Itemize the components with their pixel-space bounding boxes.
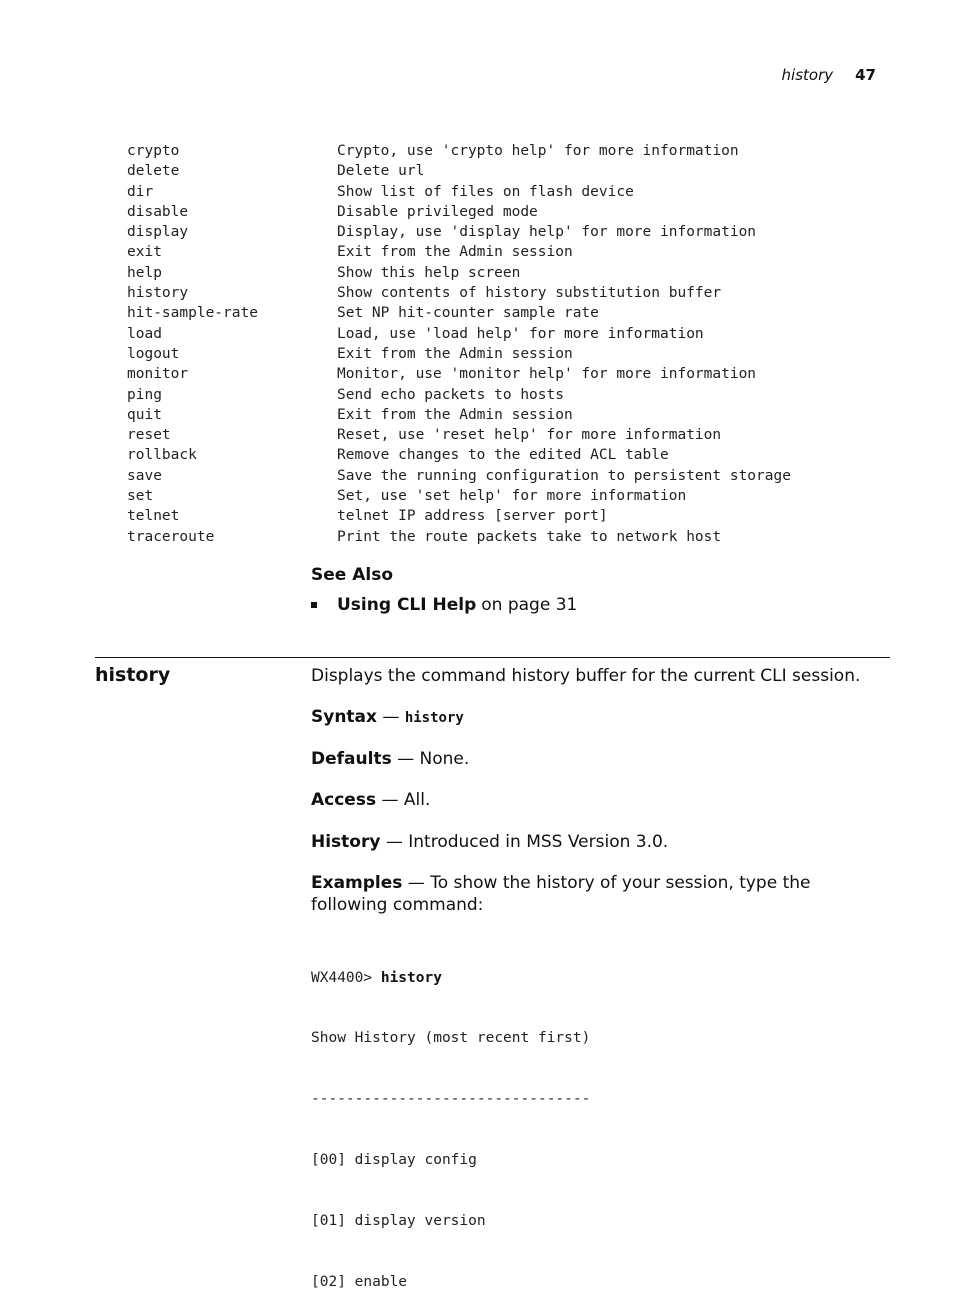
example-output-line: [00] display config <box>311 1152 477 1169</box>
example-output-line: -------------------------------- <box>311 1091 591 1108</box>
command-name: history <box>127 285 189 302</box>
section-divider <box>95 657 890 658</box>
bullet-icon <box>311 602 317 608</box>
see-also-link[interactable]: Using CLI Help <box>337 595 477 615</box>
command-name: monitor <box>127 366 189 383</box>
running-head: history <box>781 66 834 84</box>
defaults-line <box>311 748 881 770</box>
command-name: hit-sample-rate <box>127 305 258 322</box>
examples-label: Examples <box>311 873 403 893</box>
command-name: traceroute <box>127 528 215 545</box>
see-also-page-ref: on page 31 <box>481 595 578 615</box>
command-desc: Set, use 'set help' for more information <box>337 488 687 505</box>
command-name: delete <box>127 163 180 180</box>
command-row <box>127 242 791 262</box>
command-heading: history <box>95 664 171 686</box>
example-output-line: [01] display version <box>311 1213 486 1230</box>
page-number: 47 <box>855 66 876 84</box>
command-name: exit <box>127 244 162 261</box>
access-line <box>311 789 881 811</box>
command-desc: Monitor, use 'monitor help' for more information <box>337 366 757 383</box>
command-name: set <box>127 488 154 505</box>
command-row <box>127 202 791 222</box>
command-row <box>127 303 791 323</box>
command-name: quit <box>127 406 162 423</box>
command-name: rollback <box>127 447 197 464</box>
command-desc: Save the running configuration to persistent storage <box>337 467 791 484</box>
access-label: Access <box>311 790 377 810</box>
command-row <box>127 182 791 202</box>
command-row <box>127 445 791 465</box>
example-command: history <box>380 969 442 986</box>
command-desc: Show list of files on flash device <box>337 183 634 200</box>
command-row <box>127 506 791 526</box>
command-row <box>127 344 791 364</box>
defaults-text: — None. <box>391 749 470 769</box>
history-label: History <box>311 832 381 852</box>
command-desc: Show this help screen <box>337 264 521 281</box>
command-name: reset <box>127 427 171 444</box>
command-row <box>127 222 791 242</box>
syntax-value: history <box>404 710 464 726</box>
command-row <box>127 405 791 425</box>
command-desc: Exit from the Admin session <box>337 244 573 261</box>
page-header <box>782 66 876 84</box>
command-desc: Exit from the Admin session <box>337 406 573 423</box>
syntax-line <box>311 706 881 729</box>
command-desc: Print the route packets take to network host <box>337 528 722 545</box>
command-row <box>127 324 791 344</box>
command-row <box>127 486 791 506</box>
command-name: telnet <box>127 508 180 525</box>
access-text: — All. <box>376 790 431 810</box>
command-desc: Display, use 'display help' for more information <box>337 224 757 241</box>
command-name: help <box>127 264 162 281</box>
command-desc: Load, use 'load help' for more information <box>337 325 704 342</box>
command-name: logout <box>127 345 180 362</box>
command-name: disable <box>127 203 189 220</box>
command-name: display <box>127 224 189 241</box>
example-prompt: WX4400> <box>311 969 381 986</box>
command-desc: Send echo packets to hosts <box>337 386 564 403</box>
syntax-sep: — <box>377 707 405 727</box>
command-name: save <box>127 467 162 484</box>
history-line <box>311 831 881 853</box>
example-code-block <box>311 927 590 1313</box>
command-desc: Delete url <box>337 163 425 180</box>
examples-text: — To show the history of your session, type the following command: <box>311 873 811 915</box>
command-name: load <box>127 325 162 342</box>
command-row <box>127 161 791 181</box>
command-name: ping <box>127 386 162 403</box>
command-desc: telnet IP address [server port] <box>337 508 608 525</box>
examples-line <box>311 872 881 916</box>
command-row <box>127 527 791 547</box>
command-row <box>127 385 791 405</box>
command-description: Displays the command history buffer for the current CLI session. <box>311 666 861 686</box>
command-row <box>127 283 791 303</box>
command-desc: Show contents of history substitution buffer <box>337 285 722 302</box>
example-command-line <box>311 968 590 988</box>
history-text: — Introduced in MSS Version 3.0. <box>380 832 669 852</box>
command-row <box>127 364 791 384</box>
syntax-label: Syntax <box>311 707 377 727</box>
command-desc: Crypto, use 'crypto help' for more information <box>337 143 739 159</box>
command-desc: Remove changes to the edited ACL table <box>337 447 669 464</box>
command-row <box>127 425 791 445</box>
command-desc: Reset, use 'reset help' for more information <box>337 427 722 444</box>
command-desc: Exit from the Admin session <box>337 345 573 362</box>
see-also-item <box>311 595 577 615</box>
command-desc: Set NP hit-counter sample rate <box>337 305 599 322</box>
command-row <box>127 263 791 283</box>
see-also-heading: See Also <box>311 565 394 585</box>
command-name: dir <box>127 183 154 200</box>
command-desc: Disable privileged mode <box>337 203 538 220</box>
command-row <box>127 466 791 486</box>
command-list <box>127 141 791 547</box>
example-output-line: [02] enable <box>311 1274 408 1291</box>
example-output-line: Show History (most recent first) <box>311 1030 591 1047</box>
command-name: crypto <box>127 143 180 159</box>
command-row <box>127 141 791 161</box>
defaults-label: Defaults <box>311 749 392 769</box>
